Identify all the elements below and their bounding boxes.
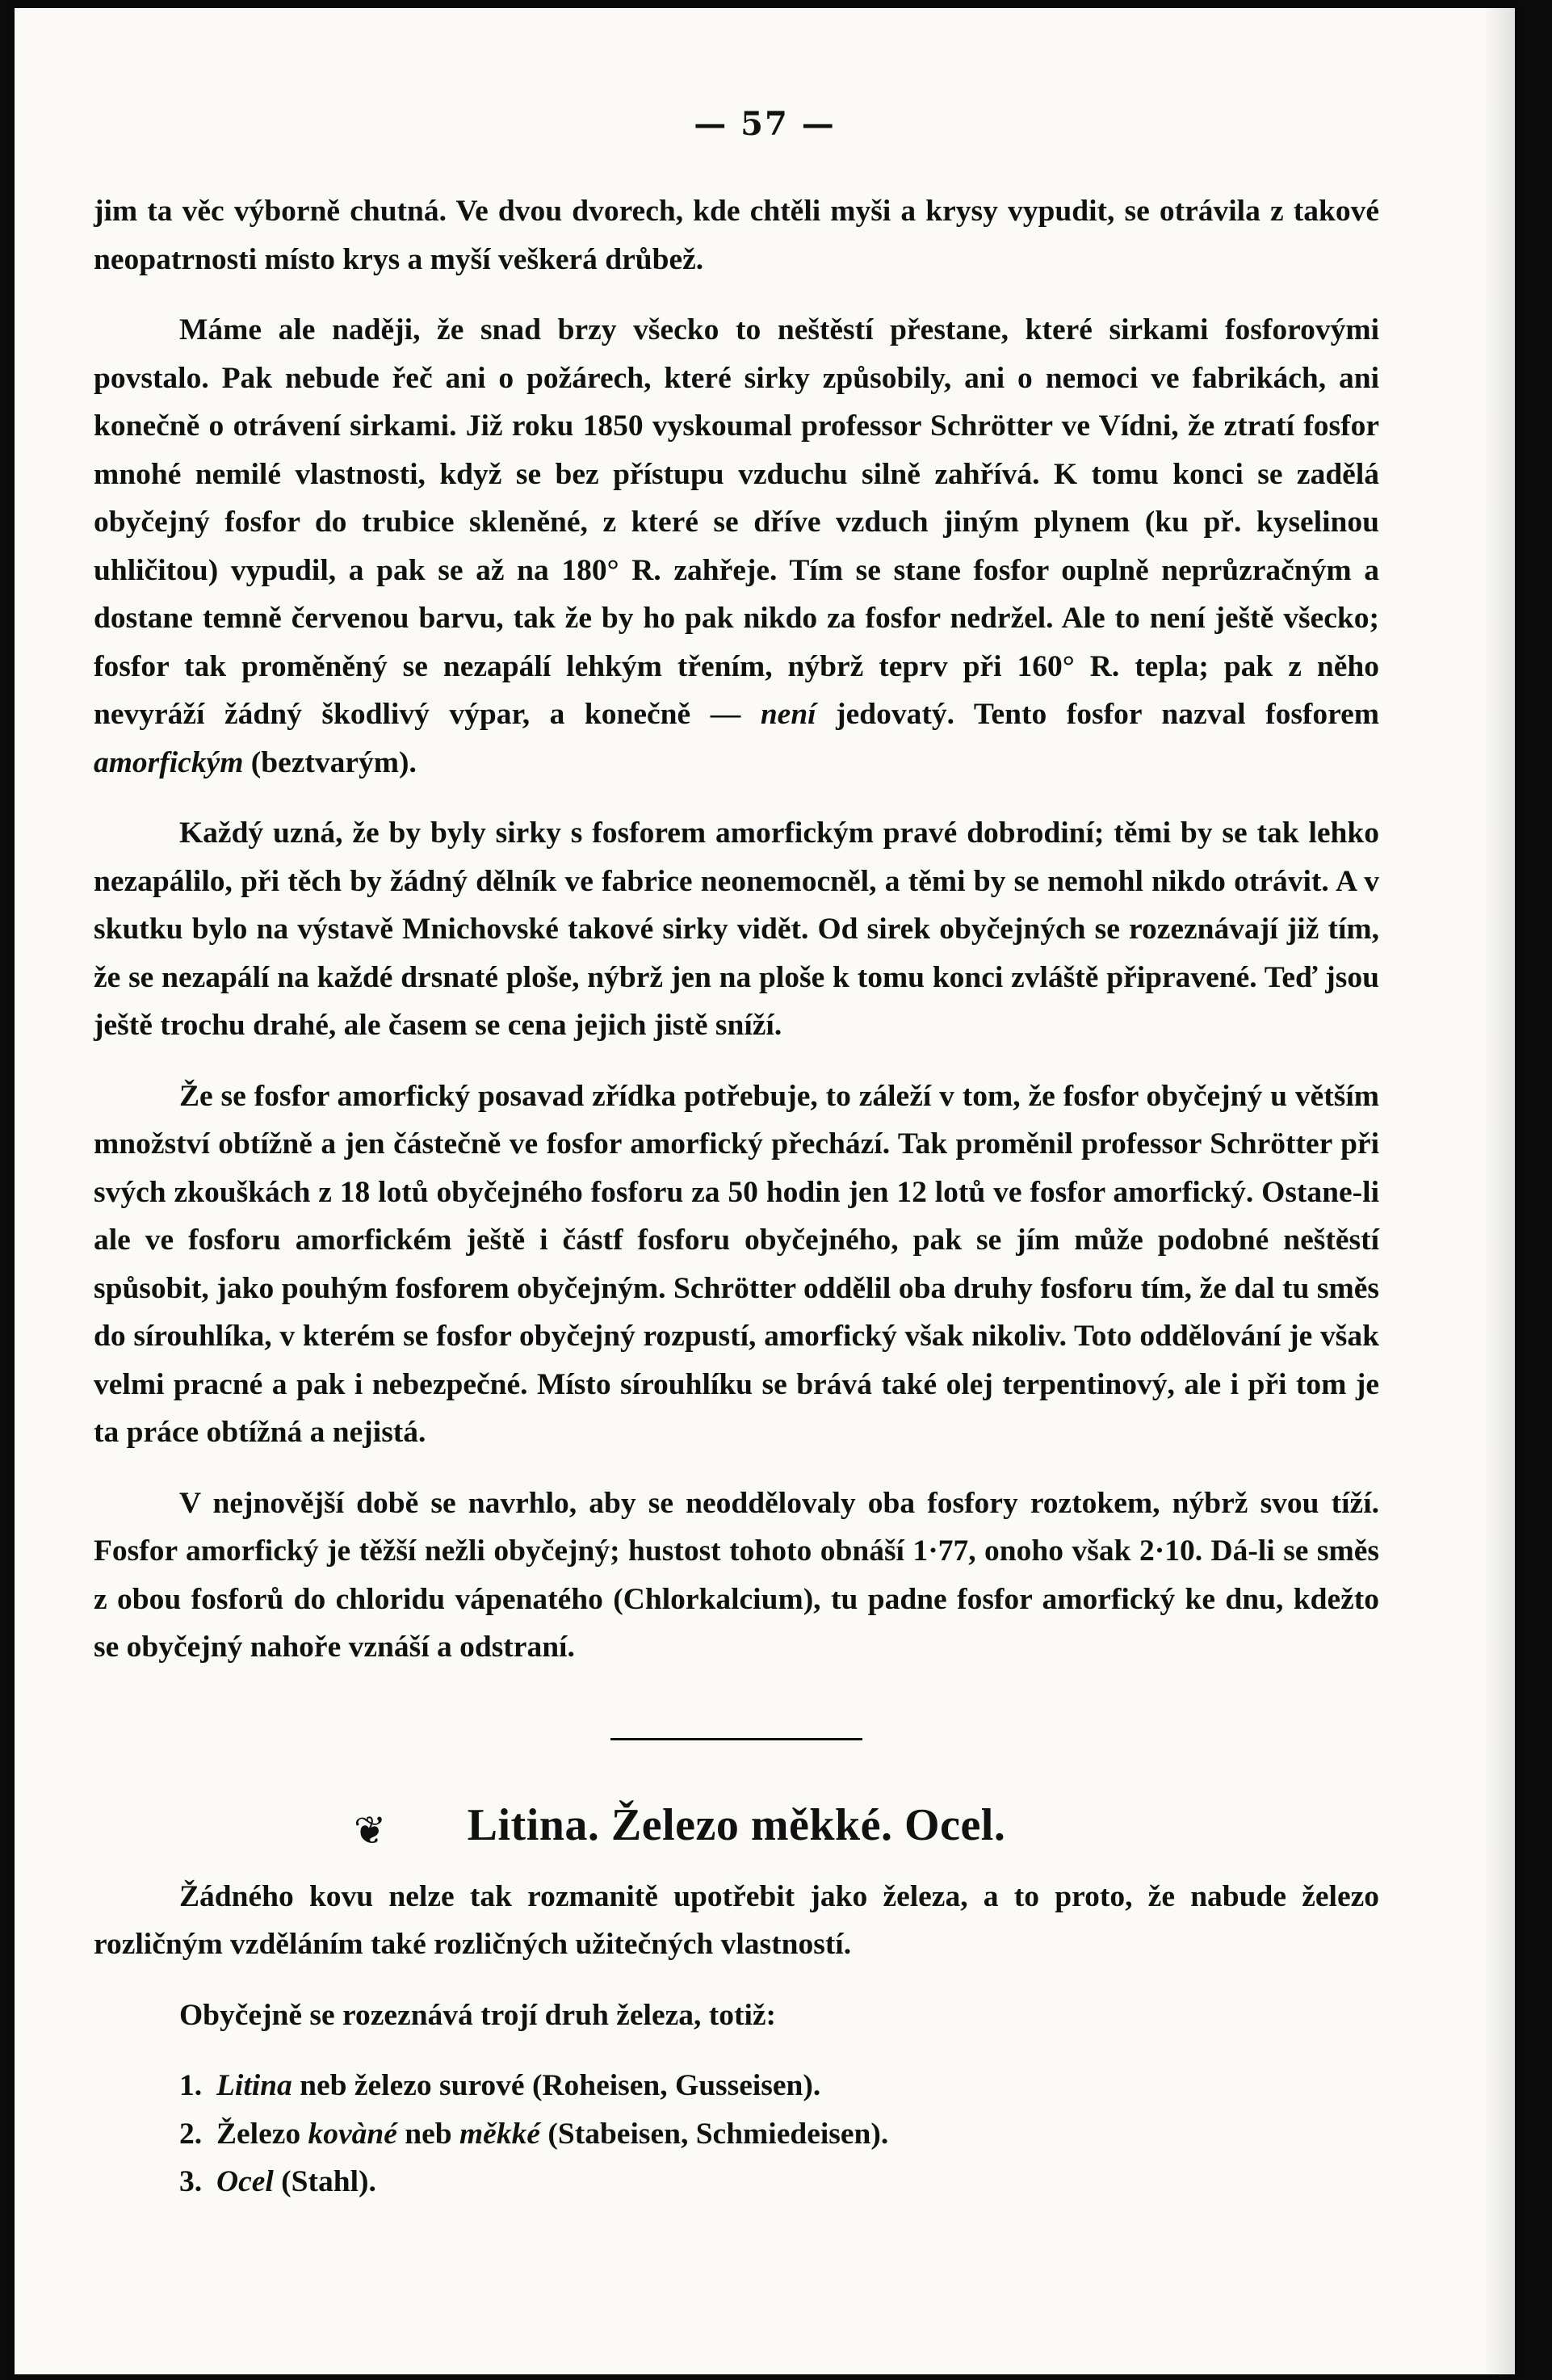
list-item: [94, 2062, 1379, 2110]
list-term: Ocel: [216, 2165, 274, 2198]
list-term: měkké: [459, 2117, 540, 2151]
section-heading: [94, 1797, 1379, 1853]
list-text: (Stahl).: [273, 2165, 376, 2198]
list-text: neb: [396, 2117, 460, 2151]
list-number: 1.: [179, 2069, 203, 2102]
ornament-icon: ❦: [354, 1809, 387, 1853]
iron-types-list: [94, 2062, 1379, 2206]
list-text: neb železo surové (Roheisen, Gusseisen).: [292, 2069, 821, 2102]
section-title: Litina. Železo měkké. Ocel.: [467, 1799, 1006, 1850]
document-page: [15, 8, 1515, 2374]
page-body: [94, 187, 1379, 2206]
list-term: Litina: [216, 2069, 292, 2102]
list-text: Železo: [216, 2117, 308, 2151]
section-divider: [610, 1738, 862, 1740]
list-term: kovàné: [308, 2117, 397, 2151]
paragraph: Máme ale naději, že snad brzy všecko to neštěstí přestane, které sirkami fosforovými povstalo. Pak nebude řeč ani o požárech, které sirky způsobily, ani o nemoci ve fabrikách, ani konečně o otrávení sirkami. Již roku 1850 vyskoumal professor Schrötter ve Vídni, že ztratí fosfor mnohé nemilé vlastnosti, když se bez přístupu vzduchu silně zahřívá. K tomu konci se zadělá obyčejný fosfor do trubice skleněné, z které se dříve vzduch jiným plynem (ku př. kyselinou uhličitou) vypudil, a pak se až na 180° R. zahřeje. Tím se stane fosfor ouplně neprůzračným a dostane temně červenou barvu, tak že by ho pak nikdo za fosfor nedržel. Ale to není ještě všecko; fosfor tak proměněný se nezapálí lehkým třením, nýbrž teprv při 160° R. tepla; pak z něho nevyráží žádný škodlivý výpar, a konečně — není jedovatý. Tento fosfor nazval fosforem amorfickým (beztvarým).: [94, 313, 1379, 779]
list-text: (Stabeisen, Schmiedeisen).: [539, 2117, 889, 2151]
paragraph: Žádného kovu nelze tak rozmanitě upotřebit jako železa, a to proto, že nabude železo rozličným vzděláním také rozličných užitečných vlastností.: [94, 1879, 1379, 1961]
paragraph: Každý uzná, že by byly sirky s fosforem amorfickým pravé dobrodiní; těmi by se tak lehko nezapálilo, při těch by žádný dělník ve fabrice neonemocněl, a těmi by se nemohl nikdo otrávit. A v skutku bylo na výstavě Mnichovské takové sirky vidět. Od sirek obyčejných se rozeznávají již tím, že se nezapálí na každé drsnaté ploše, nýbrž jen na ploše k tomu konci zvláště připravené. Teď jsou ještě trochu drahé, ale časem se cena jejich jistě sníží.: [94, 816, 1379, 1042]
list-number: 2.: [179, 2117, 203, 2151]
paragraph: Obyčejně se rozeznává trojí druh železa, totiž:: [179, 1998, 777, 2032]
paragraph: Že se fosfor amorfický posavad zřídka potřebuje, to záleží v tom, že fosfor obyčejný u větším množství obtížně a jen částečně ve fosfor amorfický přechází. Tak proměnil professor Schrötter při svých zkouškách z 18 lotů obyčejného fosforu za 50 hodin jen 12 lotů ve fosfor amorfický. Ostane-li ale ve fosforu amorfickém ještě i částf fosforu obyčejného, pak se jím může podobné neštěstí spůsobit, jako pouhým fosforem obyčejným. Schrötter oddělil oba druhy fosforu tím, že dal tu směs do sírouhlíka, v kterém se fosfor obyčejný rozpustí, amorfický však nikoliv. Toto oddělování je však velmi pracné a pak i nebezpečné. Místo sírouhlíku se brává také olej terpentinový, ale i při tom je ta práce obtížná a nejistá.: [94, 1079, 1379, 1449]
list-number: 3.: [179, 2165, 203, 2198]
list-item: [94, 2110, 1379, 2159]
paragraph: V nejnovější době se navrhlo, aby se neoddělovaly oba fosfory roztokem, nýbrž svou tíží. Fosfor amorfický je těžší nežli obyčejný; hustost tohoto obnáší 1·77, onoho však 2·10. Dá-li se směs z obou fosforů do chloridu vápenatého (Chlorkalcium), tu padne fosfor amorfický ke dnu, kdežto se obyčejný nahoře vznáší a odstraní.: [94, 1486, 1379, 1664]
paragraph: jim ta věc výborně chutná. Ve dvou dvorech, kde chtěli myši a krysy vypudit, se otrávila z takové neopatrnosti místo krys a myší veškerá drůbež.: [94, 195, 1379, 276]
page-number: — 57 —: [694, 105, 836, 143]
list-item: [94, 2158, 1379, 2206]
page-edge-shadow: [1483, 8, 1515, 2374]
